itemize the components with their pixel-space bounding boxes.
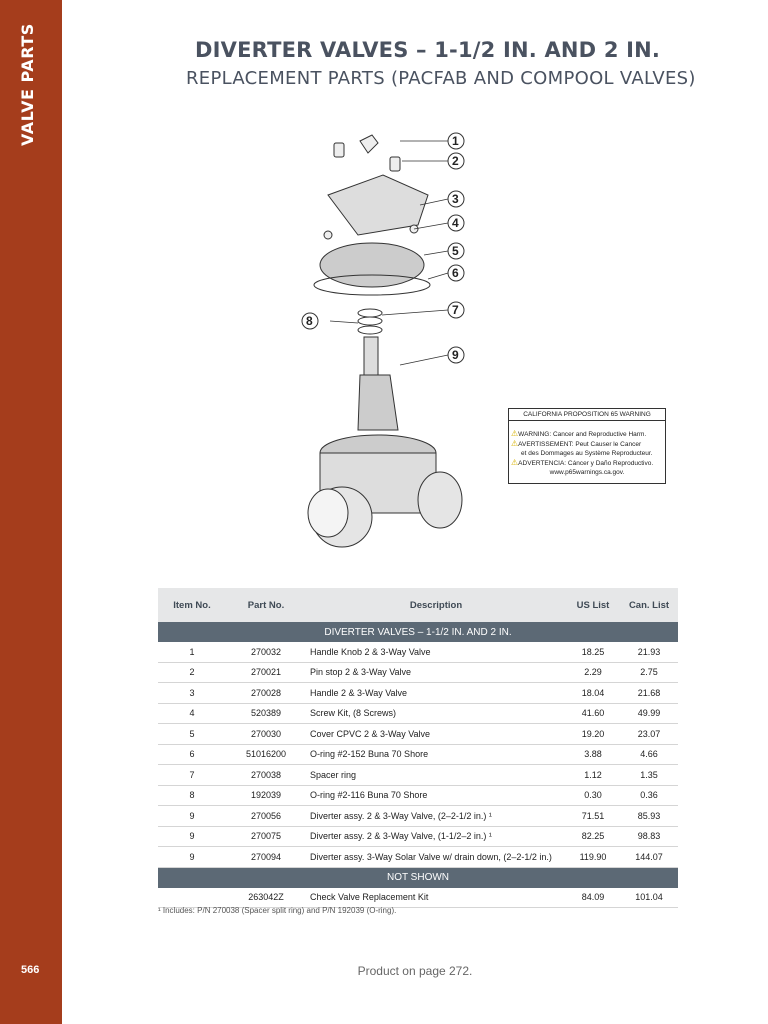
svg-text:8: 8 [306,314,313,328]
callout-9 [448,347,464,363]
exploded-valve-diagram [290,125,490,555]
cell-desc: O-ring #2-152 Buna 70 Shore [306,744,566,765]
cell-us: 119.90 [566,847,620,868]
cell-us: 1.12 [566,765,620,786]
cell-can: 85.93 [620,806,678,827]
cell-part: 270030 [226,724,306,745]
warning-line-es: ADVERTENCIA: Cáncer y Daño Reproductivo. [518,460,654,467]
cell-part: 192039 [226,785,306,806]
header-description: Description [306,588,566,622]
header-can-list: Can. List [620,588,678,622]
warning-line-fr: AVERTISSEMENT: Peut Causer le Cancer [518,441,642,448]
page-title: DIVERTER VALVES – 1-1/2 IN. AND 2 IN. [195,38,661,62]
cell-part: 270021 [226,662,306,683]
cell-desc: Handle 2 & 3-Way Valve [306,683,566,704]
table-row [158,847,678,868]
cell-part: 51016200 [226,744,306,765]
cell-part: 270038 [226,765,306,786]
cell-item: 9 [158,806,226,827]
cell-item: 9 [158,826,226,847]
header-part-no: Part No. [226,588,306,622]
cell-item: 6 [158,744,226,765]
cell-part: 270094 [226,847,306,868]
cell-can: 21.68 [620,683,678,704]
callout-4 [448,215,464,231]
table-row [158,785,678,806]
cell-can: 2.75 [620,662,678,683]
cell-desc: Handle Knob 2 & 3-Way Valve [306,642,566,662]
warning-line-fr-2: et des Dommages au Système Reproducteur. [521,450,653,457]
cell-part: 270032 [226,642,306,662]
warning-title: CALIFORNIA PROPOSITION 65 WARNING [509,409,665,421]
section-label: VALVE PARTS [18,23,37,146]
page-subtitle: REPLACEMENT PARTS (PACFAB AND COMPOOL VALVES) [186,68,696,89]
section-title: DIVERTER VALVES – 1-1/2 IN. AND 2 IN. [158,622,678,642]
cell-part: 263042Z [226,888,306,908]
cell-desc: Spacer ring [306,765,566,786]
table-row [158,662,678,683]
section-row [158,622,678,642]
table-row [158,806,678,827]
callout-7 [448,302,464,318]
cell-us: 0.30 [566,785,620,806]
cell-can: 49.99 [620,703,678,724]
warning-line-en: WARNING: Cancer and Reproductive Harm. [518,431,647,438]
callout-5 [448,243,464,259]
cell-us: 71.51 [566,806,620,827]
callout-2 [448,153,464,169]
cell-can: 0.36 [620,785,678,806]
cell-us: 18.25 [566,642,620,662]
cell-part: 270028 [226,683,306,704]
cell-part: 270075 [226,826,306,847]
cell-desc: Diverter assy. 2 & 3-Way Valve, (2–2-1/2 in.) ¹ [306,806,566,827]
callout-1 [448,133,464,149]
cell-item [158,888,226,908]
cell-us: 84.09 [566,888,620,908]
cell-part: 270056 [226,806,306,827]
cell-can: 1.35 [620,765,678,786]
cell-can: 4.66 [620,744,678,765]
cell-desc: Pin stop 2 & 3-Way Valve [306,662,566,683]
product-page-reference: Product on page 272. [357,964,473,978]
sidebar [0,0,62,1024]
footnote: ¹ Includes: P/N 270038 (Spacer split ring) and P/N 192039 (O-ring). [158,906,397,915]
cell-us: 82.25 [566,826,620,847]
prop65-warning [508,408,666,484]
cell-desc: Check Valve Replacement Kit [306,888,566,908]
cell-can: 101.04 [620,888,678,908]
warning-url: www.p65warnings.ca.gov. [549,469,625,476]
table-row [158,765,678,786]
cell-item: 7 [158,765,226,786]
cell-item: 2 [158,662,226,683]
table-row [158,888,678,908]
page-number: 566 [21,964,40,976]
callout-6 [448,265,464,281]
cell-us: 18.04 [566,683,620,704]
header-us-list: US List [566,588,620,622]
svg-text:3: 3 [452,192,459,206]
header-item-no: Item No. [158,588,226,622]
cell-desc: Diverter assy. 3-Way Solar Valve w/ drain down, (2–2-1/2 in.) [306,847,566,868]
warning-triangle-icon: ⚠ [511,458,519,467]
svg-text:6: 6 [452,266,459,280]
table-row [158,683,678,704]
callout-8 [302,313,318,329]
cell-desc: Screw Kit, (8 Screws) [306,703,566,724]
cell-can: 21.93 [620,642,678,662]
table-row [158,744,678,765]
section-row [158,867,678,888]
cell-item: 4 [158,703,226,724]
warning-triangle-icon: ⚠ [511,429,519,438]
cell-can: 23.07 [620,724,678,745]
table-row [158,826,678,847]
cell-can: 144.07 [620,847,678,868]
table-header-row [158,588,678,622]
cell-us: 2.29 [566,662,620,683]
cell-can: 98.83 [620,826,678,847]
svg-text:4: 4 [452,216,459,230]
cell-us: 41.60 [566,703,620,724]
cell-desc: Cover CPVC 2 & 3-Way Valve [306,724,566,745]
cell-item: 3 [158,683,226,704]
svg-text:2: 2 [452,154,459,168]
section-title: NOT SHOWN [158,867,678,888]
cell-us: 19.20 [566,724,620,745]
cell-us: 3.88 [566,744,620,765]
svg-text:7: 7 [452,303,459,317]
parts-table [158,588,678,908]
cell-desc: O-ring #2-116 Buna 70 Shore [306,785,566,806]
table-row [158,642,678,662]
callout-3 [448,191,464,207]
cell-item: 5 [158,724,226,745]
cell-part: 520389 [226,703,306,724]
warning-triangle-icon: ⚠ [511,439,519,448]
cell-item: 9 [158,847,226,868]
svg-text:9: 9 [452,348,459,362]
svg-text:5: 5 [452,244,459,258]
cell-item: 8 [158,785,226,806]
cell-desc: Diverter assy. 2 & 3-Way Valve, (1-1/2–2 in.) ¹ [306,826,566,847]
svg-text:1: 1 [452,134,459,148]
cell-item: 1 [158,642,226,662]
table-row [158,724,678,745]
table-row [158,703,678,724]
